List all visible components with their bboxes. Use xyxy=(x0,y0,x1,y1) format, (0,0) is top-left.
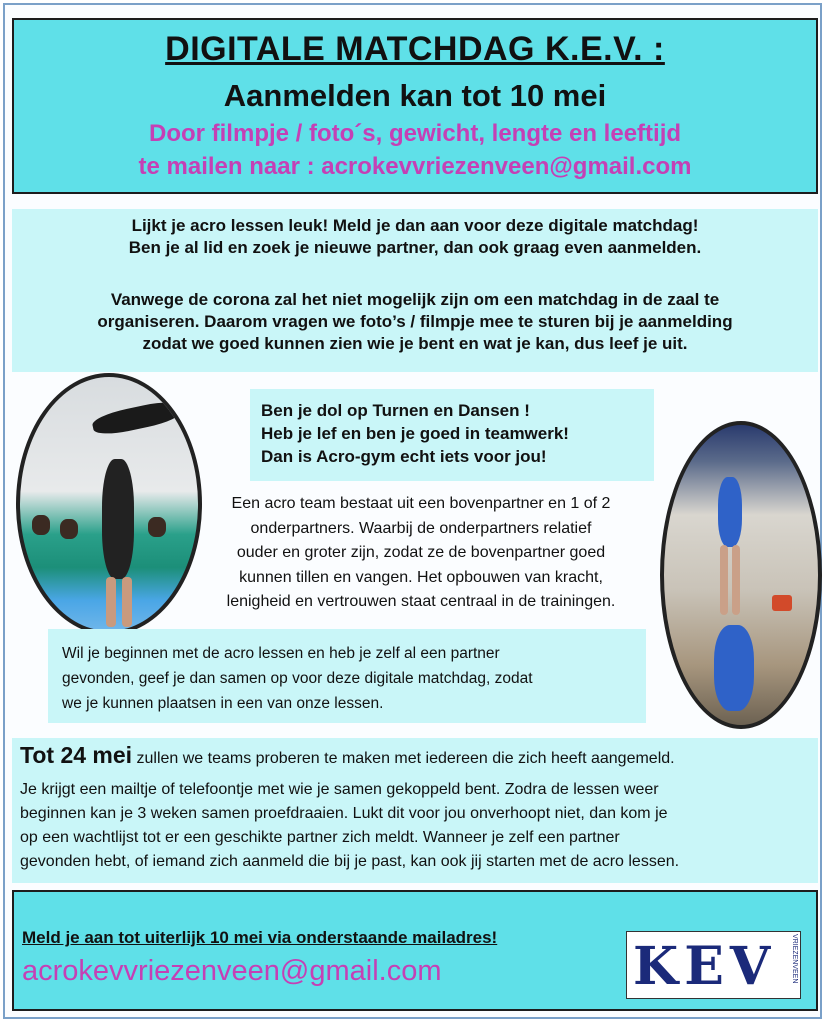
join-line-3: we je kunnen plaatsen in een van onze lessen. xyxy=(62,695,384,712)
deadline-highlight: Tot 24 mei xyxy=(20,742,133,768)
acro-photo-left xyxy=(16,373,202,635)
deadline-section xyxy=(12,738,818,883)
team-line-2: onderpartners. Waarbij de onderpartners relatief xyxy=(250,519,592,537)
instruction-line-2: te mailen naar : acrokevvriezenveen@gmail.com xyxy=(138,153,692,180)
intro-line-3: Vanwege de corona zal het niet mogelijk zijn om een matchdag in de zaal te xyxy=(110,290,720,309)
deadline-line-1 xyxy=(12,744,675,771)
deadline-line-2: Je krijgt een mailtje of telefoontje met wie je samen gekoppeld bent. Zodra de lessen weer xyxy=(20,781,659,798)
intro-line-5: zodat we goed kunnen zien wie je bent en wat je kan, dus leef je uit. xyxy=(142,334,688,353)
intro-line-1: Lijkt je acro lessen leuk! Meld je dan aan voor deze digitale matchdag! xyxy=(131,216,699,235)
kev-logo-letters: KEV xyxy=(633,936,777,997)
team-line-5: lenigheid en vertrouwen staat centraal in de trainingen. xyxy=(226,593,616,610)
kev-logo-side-text: VRIEZENVEEN xyxy=(791,934,798,984)
deadline-line-5: gevonden hebt, of iemand zich aanmeld die bij je past, kan ook jij starten met de acro lessen. xyxy=(20,853,680,870)
team-line-1: Een acro team bestaat uit een bovenpartner en 1 of 2 xyxy=(231,495,611,512)
callout-line-1: Ben je dol op Turnen en Dansen ! xyxy=(261,401,530,420)
team-line-3: ouder en groter zijn, zodat ze de bovenpartner goed xyxy=(236,544,606,561)
page-subtitle: Aanmelden kan tot 10 mei xyxy=(223,78,607,113)
deadline-line-1-rest: zullen we teams proberen te maken met iedereen die zich heeft aangemeld. xyxy=(132,750,675,767)
join-line-2: gevonden, geef je dan samen op voor deze digitale matchdag, zodat xyxy=(62,670,533,687)
intro-line-2: Ben je al lid en zoek je nieuwe partner, dan ook graag even aanmelden. xyxy=(128,238,702,257)
team-line-4: kunnen tillen en vangen. Het opbouwen van kracht, xyxy=(239,568,603,586)
footer-call-to-action: Meld je aan tot uiterlijk 10 mei via onderstaande mailadres! xyxy=(22,928,498,947)
callout-line-2: Heb je lef en ben je goed in teamwerk! xyxy=(261,424,569,443)
footer-email-link[interactable]: acrokevvriezenveen@gmail.com xyxy=(22,955,442,987)
footer-banner xyxy=(12,890,818,1011)
acro-photo-right xyxy=(660,421,822,729)
join-line-1: Wil je beginnen met de acro lessen en heb je zelf al een partner xyxy=(62,645,500,662)
page-title: DIGITALE MATCHDAG K.E.V. : xyxy=(165,30,665,68)
intro-section xyxy=(12,209,818,372)
team-description xyxy=(176,492,666,615)
header-banner xyxy=(12,18,818,194)
callout-line-3: Dan is Acro-gym echt iets voor jou! xyxy=(261,447,547,466)
join-box xyxy=(48,629,646,723)
callout-box xyxy=(250,389,654,481)
instruction-line-1: Door filmpje / foto´s, gewicht, lengte en leeftijd xyxy=(148,120,682,147)
intro-line-4: organiseren. Daarom vragen we foto’s / filmpje mee te sturen bij je aanmelding xyxy=(97,312,733,331)
deadline-line-4: op een wachtlijst tot er een geschikte partner zich meldt. Wanneer je zelf een partner xyxy=(20,829,620,846)
kev-logo xyxy=(626,931,801,999)
deadline-line-3: beginnen kan je 3 weken samen proefdraaien. Lukt dit voor jou onverhoopt niet, dan kom je xyxy=(20,805,668,822)
